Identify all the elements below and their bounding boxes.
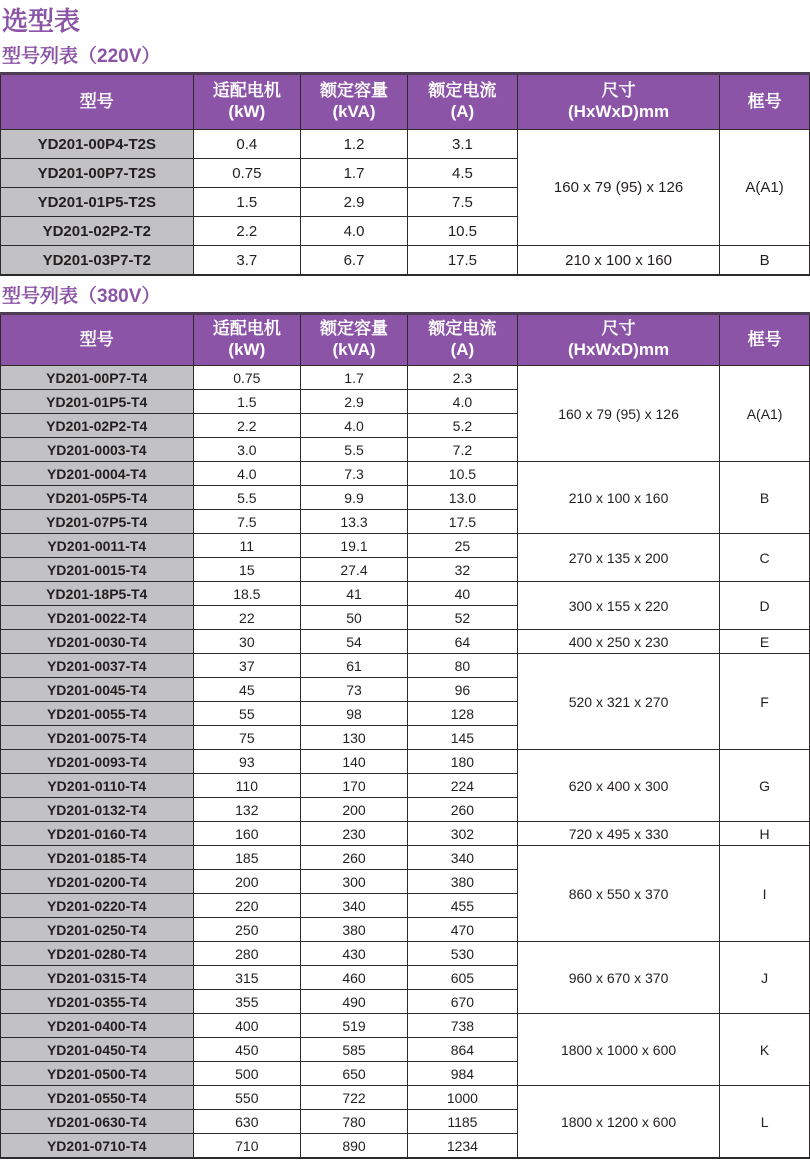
motor-kw-cell: 132 <box>193 798 301 822</box>
capacity-kva-cell: 490 <box>301 990 408 1014</box>
capacity-kva-cell: 61 <box>301 654 408 678</box>
column-header-current-a <box>407 74 517 130</box>
capacity-kva-cell: 50 <box>301 606 408 630</box>
model-cell: YD201-0093-T4 <box>1 750 194 774</box>
model-cell: YD201-0220-T4 <box>1 894 194 918</box>
table-row <box>1 246 810 276</box>
model-cell: YD201-0022-T4 <box>1 606 194 630</box>
model-cell: YD201-0450-T4 <box>1 1038 194 1062</box>
capacity-kva-cell: 13.3 <box>301 510 408 534</box>
motor-kw-cell: 0.75 <box>193 159 301 188</box>
capacity-kva-cell: 585 <box>301 1038 408 1062</box>
motor-kw-cell: 0.4 <box>193 130 301 159</box>
model-cell: YD201-0011-T4 <box>1 534 194 558</box>
motor-kw-cell: 710 <box>193 1134 301 1159</box>
current-a-cell: 670 <box>407 990 517 1014</box>
capacity-kva-cell: 5.5 <box>301 438 408 462</box>
column-header-motor-kw <box>193 74 301 130</box>
model-cell: YD201-02P2-T4 <box>1 414 194 438</box>
current-a-cell: 25 <box>407 534 517 558</box>
capacity-kva-cell: 519 <box>301 1014 408 1038</box>
current-a-cell: 224 <box>407 774 517 798</box>
frame-cell: A(A1) <box>720 366 810 462</box>
current-a-cell: 738 <box>407 1014 517 1038</box>
capacity-kva-cell: 430 <box>301 942 408 966</box>
model-cell: YD201-0500-T4 <box>1 1062 194 1086</box>
dimensions-cell: 210 x 100 x 160 <box>517 462 719 534</box>
current-a-cell: 5.2 <box>407 414 517 438</box>
column-label: 额定电流 <box>428 81 497 101</box>
model-cell: YD201-0630-T4 <box>1 1110 194 1134</box>
capacity-kva-cell: 460 <box>301 966 408 990</box>
model-table-220v <box>0 72 810 276</box>
motor-kw-cell: 2.2 <box>193 414 301 438</box>
capacity-kva-cell: 2.9 <box>301 390 408 414</box>
header-row <box>1 314 810 366</box>
motor-kw-cell: 5.5 <box>193 486 301 510</box>
current-a-cell: 32 <box>407 558 517 582</box>
model-table-380v <box>0 312 810 1159</box>
motor-kw-cell: 1.5 <box>193 390 301 414</box>
current-a-cell: 13.0 <box>407 486 517 510</box>
model-cell: YD201-0045-T4 <box>1 678 194 702</box>
motor-kw-cell: 250 <box>193 918 301 942</box>
model-cell: YD201-00P4-T2S <box>1 130 194 159</box>
model-cell: YD201-03P7-T2 <box>1 246 194 276</box>
table-row <box>1 822 810 846</box>
frame-cell: E <box>720 630 810 654</box>
current-a-cell: 340 <box>407 846 517 870</box>
column-unit: (kW) <box>228 102 266 121</box>
current-a-cell: 7.2 <box>407 438 517 462</box>
motor-kw-cell: 220 <box>193 894 301 918</box>
column-unit: (A) <box>450 102 475 121</box>
capacity-kva-cell: 170 <box>301 774 408 798</box>
column-label: 型号 <box>79 91 114 111</box>
current-a-cell: 52 <box>407 606 517 630</box>
dimensions-cell: 720 x 495 x 330 <box>517 822 719 846</box>
table-row <box>1 654 810 678</box>
dimensions-cell: 860 x 550 x 370 <box>517 846 719 942</box>
table-subtitle-380v: 型号列表（380V） <box>2 286 161 307</box>
table-subtitle-220v: 型号列表（220V） <box>2 46 161 67</box>
current-a-cell: 2.3 <box>407 366 517 390</box>
column-header-motor-kw <box>193 314 301 366</box>
model-cell: YD201-0315-T4 <box>1 966 194 990</box>
current-a-cell: 4.0 <box>407 390 517 414</box>
table-row <box>1 846 810 870</box>
current-a-cell: 1234 <box>407 1134 517 1159</box>
model-cell: YD201-0400-T4 <box>1 1014 194 1038</box>
column-label: 框号 <box>747 91 782 111</box>
dimensions-cell: 400 x 250 x 230 <box>517 630 719 654</box>
capacity-kva-cell: 98 <box>301 702 408 726</box>
model-cell: YD201-0160-T4 <box>1 822 194 846</box>
column-unit: (HxWxD)mm <box>568 102 670 121</box>
current-a-cell: 470 <box>407 918 517 942</box>
current-a-cell: 302 <box>407 822 517 846</box>
table-row <box>1 462 810 486</box>
motor-kw-cell: 45 <box>193 678 301 702</box>
current-a-cell: 4.5 <box>407 159 517 188</box>
model-cell: YD201-0550-T4 <box>1 1086 194 1110</box>
capacity-kva-cell: 780 <box>301 1110 408 1134</box>
column-header-dimensions <box>517 314 719 366</box>
motor-kw-cell: 280 <box>193 942 301 966</box>
model-cell: YD201-07P5-T4 <box>1 510 194 534</box>
column-header-frame <box>720 314 810 366</box>
column-header-model <box>1 314 194 366</box>
capacity-kva-cell: 340 <box>301 894 408 918</box>
model-cell: YD201-0030-T4 <box>1 630 194 654</box>
column-label: 型号 <box>79 329 114 349</box>
frame-cell: D <box>720 582 810 630</box>
column-label: 额定容量 <box>320 319 389 339</box>
column-unit: (HxWxD)mm <box>568 340 670 359</box>
model-cell: YD201-05P5-T4 <box>1 486 194 510</box>
table-row <box>1 534 810 558</box>
current-a-cell: 17.5 <box>407 510 517 534</box>
model-cell: YD201-0280-T4 <box>1 942 194 966</box>
motor-kw-cell: 550 <box>193 1086 301 1110</box>
current-a-cell: 864 <box>407 1038 517 1062</box>
dimensions-cell: 1800 x 1200 x 600 <box>517 1086 719 1159</box>
model-cell: YD201-00P7-T4 <box>1 366 194 390</box>
current-a-cell: 984 <box>407 1062 517 1086</box>
motor-kw-cell: 355 <box>193 990 301 1014</box>
model-cell: YD201-0015-T4 <box>1 558 194 582</box>
motor-kw-cell: 22 <box>193 606 301 630</box>
dimensions-cell: 270 x 135 x 200 <box>517 534 719 582</box>
table-row <box>1 1086 810 1110</box>
current-a-cell: 64 <box>407 630 517 654</box>
model-cell: YD201-0004-T4 <box>1 462 194 486</box>
frame-cell: F <box>720 654 810 750</box>
column-label: 额定容量 <box>320 81 389 101</box>
page-title: 选型表 <box>2 6 81 36</box>
capacity-kva-cell: 1.7 <box>301 159 408 188</box>
capacity-kva-cell: 7.3 <box>301 462 408 486</box>
current-a-cell: 605 <box>407 966 517 990</box>
model-cell: YD201-0200-T4 <box>1 870 194 894</box>
motor-kw-cell: 11 <box>193 534 301 558</box>
capacity-kva-cell: 41 <box>301 582 408 606</box>
motor-kw-cell: 18.5 <box>193 582 301 606</box>
dimensions-cell: 520 x 321 x 270 <box>517 654 719 750</box>
dimensions-cell: 620 x 400 x 300 <box>517 750 719 822</box>
model-cell: YD201-0710-T4 <box>1 1134 194 1159</box>
capacity-kva-cell: 1.7 <box>301 366 408 390</box>
model-cell: YD201-01P5-T2S <box>1 188 194 217</box>
capacity-kva-cell: 19.1 <box>301 534 408 558</box>
column-label: 额定电流 <box>428 319 497 339</box>
frame-cell: A(A1) <box>720 130 810 246</box>
column-unit: (kW) <box>228 340 266 359</box>
motor-kw-cell: 200 <box>193 870 301 894</box>
table-row <box>1 942 810 966</box>
dimensions-cell: 960 x 670 x 370 <box>517 942 719 1014</box>
motor-kw-cell: 30 <box>193 630 301 654</box>
capacity-kva-cell: 200 <box>301 798 408 822</box>
model-cell: YD201-02P2-T2 <box>1 217 194 246</box>
capacity-kva-cell: 380 <box>301 918 408 942</box>
table-row <box>1 582 810 606</box>
capacity-kva-cell: 4.0 <box>301 414 408 438</box>
current-a-cell: 1000 <box>407 1086 517 1110</box>
capacity-kva-cell: 73 <box>301 678 408 702</box>
current-a-cell: 3.1 <box>407 130 517 159</box>
model-cell: YD201-18P5-T4 <box>1 582 194 606</box>
motor-kw-cell: 2.2 <box>193 217 301 246</box>
dimensions-cell: 300 x 155 x 220 <box>517 582 719 630</box>
table-row <box>1 750 810 774</box>
motor-kw-cell: 7.5 <box>193 510 301 534</box>
motor-kw-cell: 3.7 <box>193 246 301 276</box>
current-a-cell: 96 <box>407 678 517 702</box>
motor-kw-cell: 3.0 <box>193 438 301 462</box>
capacity-kva-cell: 4.0 <box>301 217 408 246</box>
current-a-cell: 10.5 <box>407 217 517 246</box>
frame-cell: H <box>720 822 810 846</box>
column-header-capacity-kva <box>301 314 408 366</box>
capacity-kva-cell: 6.7 <box>301 246 408 276</box>
model-cell: YD201-0185-T4 <box>1 846 194 870</box>
column-unit: (A) <box>450 340 475 359</box>
table-row <box>1 630 810 654</box>
motor-kw-cell: 450 <box>193 1038 301 1062</box>
column-header-dimensions <box>517 74 719 130</box>
model-cell: YD201-0075-T4 <box>1 726 194 750</box>
current-a-cell: 80 <box>407 654 517 678</box>
frame-cell: K <box>720 1014 810 1086</box>
current-a-cell: 180 <box>407 750 517 774</box>
motor-kw-cell: 55 <box>193 702 301 726</box>
capacity-kva-cell: 1.2 <box>301 130 408 159</box>
dimensions-cell: 1800 x 1000 x 600 <box>517 1014 719 1086</box>
current-a-cell: 40 <box>407 582 517 606</box>
model-cell: YD201-0055-T4 <box>1 702 194 726</box>
frame-cell: B <box>720 462 810 534</box>
model-cell: YD201-0355-T4 <box>1 990 194 1014</box>
current-a-cell: 17.5 <box>407 246 517 276</box>
column-header-current-a <box>407 314 517 366</box>
motor-kw-cell: 110 <box>193 774 301 798</box>
motor-kw-cell: 160 <box>193 822 301 846</box>
dimensions-cell: 160 x 79 (95) x 126 <box>517 366 719 462</box>
capacity-kva-cell: 890 <box>301 1134 408 1159</box>
column-header-capacity-kva <box>301 74 408 130</box>
model-cell: YD201-00P7-T2S <box>1 159 194 188</box>
frame-cell: L <box>720 1086 810 1159</box>
current-a-cell: 260 <box>407 798 517 822</box>
motor-kw-cell: 4.0 <box>193 462 301 486</box>
dimensions-cell: 210 x 100 x 160 <box>517 246 719 276</box>
current-a-cell: 10.5 <box>407 462 517 486</box>
capacity-kva-cell: 130 <box>301 726 408 750</box>
capacity-kva-cell: 650 <box>301 1062 408 1086</box>
column-unit: (kVA) <box>332 102 376 121</box>
current-a-cell: 455 <box>407 894 517 918</box>
capacity-kva-cell: 300 <box>301 870 408 894</box>
model-cell: YD201-01P5-T4 <box>1 390 194 414</box>
motor-kw-cell: 75 <box>193 726 301 750</box>
frame-cell: C <box>720 534 810 582</box>
motor-kw-cell: 1.5 <box>193 188 301 217</box>
column-label: 尺寸 <box>601 81 636 101</box>
dimensions-cell: 160 x 79 (95) x 126 <box>517 130 719 246</box>
table-row <box>1 130 810 159</box>
motor-kw-cell: 315 <box>193 966 301 990</box>
page <box>0 6 810 1159</box>
current-a-cell: 1185 <box>407 1110 517 1134</box>
column-header-model <box>1 74 194 130</box>
motor-kw-cell: 185 <box>193 846 301 870</box>
model-cell: YD201-0037-T4 <box>1 654 194 678</box>
current-a-cell: 7.5 <box>407 188 517 217</box>
capacity-kva-cell: 230 <box>301 822 408 846</box>
capacity-kva-cell: 9.9 <box>301 486 408 510</box>
table-row <box>1 366 810 390</box>
capacity-kva-cell: 2.9 <box>301 188 408 217</box>
motor-kw-cell: 93 <box>193 750 301 774</box>
current-a-cell: 380 <box>407 870 517 894</box>
table-row <box>1 1014 810 1038</box>
capacity-kva-cell: 140 <box>301 750 408 774</box>
column-label: 尺寸 <box>601 319 636 339</box>
current-a-cell: 145 <box>407 726 517 750</box>
column-unit: (kVA) <box>332 340 376 359</box>
motor-kw-cell: 630 <box>193 1110 301 1134</box>
column-header-frame <box>720 74 810 130</box>
model-cell: YD201-0003-T4 <box>1 438 194 462</box>
frame-cell: G <box>720 750 810 822</box>
capacity-kva-cell: 722 <box>301 1086 408 1110</box>
motor-kw-cell: 15 <box>193 558 301 582</box>
model-cell: YD201-0250-T4 <box>1 918 194 942</box>
current-a-cell: 128 <box>407 702 517 726</box>
frame-cell: B <box>720 246 810 276</box>
column-label: 适配电机 <box>212 319 281 339</box>
header-row <box>1 74 810 130</box>
motor-kw-cell: 500 <box>193 1062 301 1086</box>
tables-container <box>0 45 810 1159</box>
motor-kw-cell: 0.75 <box>193 366 301 390</box>
model-cell: YD201-0110-T4 <box>1 774 194 798</box>
motor-kw-cell: 400 <box>193 1014 301 1038</box>
capacity-kva-cell: 260 <box>301 846 408 870</box>
frame-cell: I <box>720 846 810 942</box>
column-label: 适配电机 <box>212 81 281 101</box>
frame-cell: J <box>720 942 810 1014</box>
column-label: 框号 <box>747 329 782 349</box>
model-cell: YD201-0132-T4 <box>1 798 194 822</box>
capacity-kva-cell: 27.4 <box>301 558 408 582</box>
capacity-kva-cell: 54 <box>301 630 408 654</box>
current-a-cell: 530 <box>407 942 517 966</box>
motor-kw-cell: 37 <box>193 654 301 678</box>
